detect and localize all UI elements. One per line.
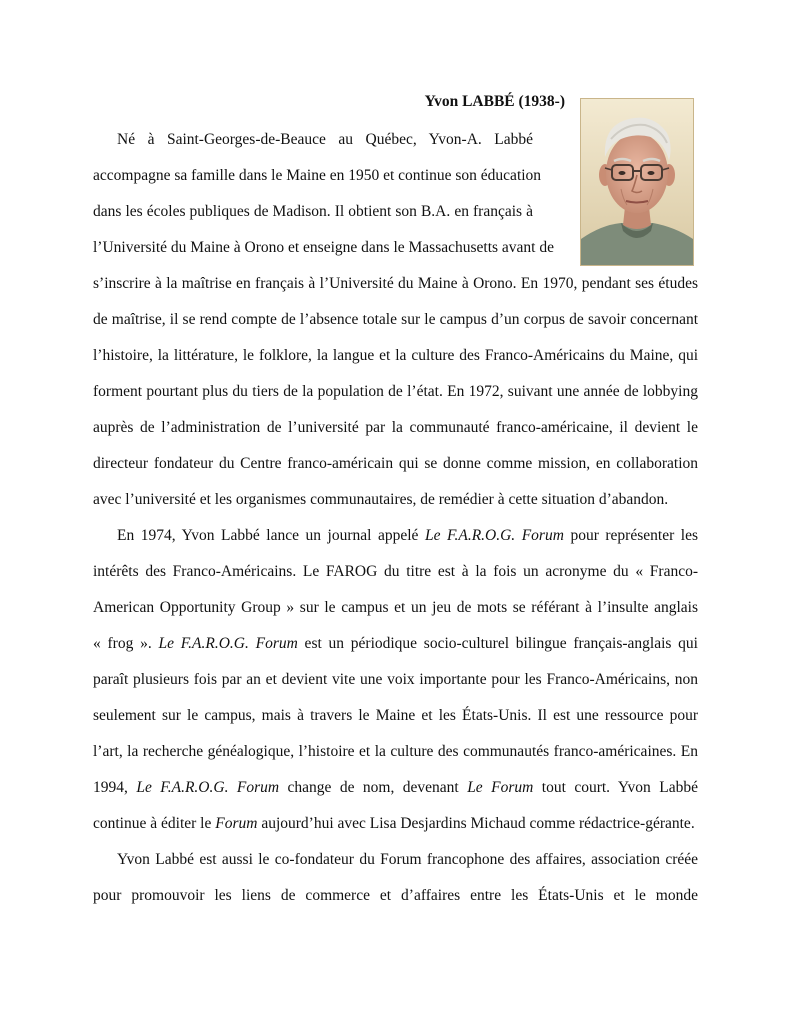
body-text-line <box>117 526 698 546</box>
body-text-line: pour promouvoir les liens de commerce et d’affaires entre les États-Unis et le monde <box>93 887 698 904</box>
body-text-line: auprès de l’administration de l’université par la communauté franco-américaine, il devient le <box>93 419 698 436</box>
italic-title-segment: Le Forum <box>467 779 534 796</box>
body-text-line: intérêts des Franco-Américains. Le FAROG du titre est à la fois un acronyme du « Franco- <box>93 563 698 580</box>
body-text-line: s’inscrire à la maîtrise en français à l’Université du Maine à Orono. En 1970, pendant ses études <box>93 275 698 292</box>
body-text-line <box>93 778 698 798</box>
body-text-line: l’art, la recherche généalogique, l’histoire et la culture des communautés franco-américaines. En <box>93 743 698 760</box>
text-segment: pour représenter les <box>563 527 698 544</box>
text-segment: En 1974, Yvon Labbé lance un journal appelé <box>117 527 425 544</box>
text-segment: change de nom, devenant <box>279 779 468 796</box>
body-text-line: directeur fondateur du Centre franco-américain qui se donne comme mission, en collaboration <box>93 455 698 472</box>
body-text-line: paraît plusieurs fois par an et devient vite une voix importante pour les Franco-Américains, non <box>93 671 698 688</box>
text-segment: est un périodique socio-culturel bilingue français-anglais qui <box>297 635 698 652</box>
text-segment: 1994, <box>93 779 137 796</box>
body-text-line: forment pourtant plus du tiers de la population de l’état. En 1972, suivant une année de lobbying <box>93 383 698 400</box>
italic-title-segment: Le F.A.R.O.G. Forum <box>158 635 298 652</box>
portrait-illustration <box>581 99 693 265</box>
body-text-line: de maîtrise, il se rend compte de l’absence totale sur le campus d’un corpus de savoir concernant <box>93 311 698 328</box>
text-segment: tout court. Yvon Labbé <box>533 779 698 796</box>
body-text-line: Yvon Labbé est aussi le co-fondateur du Forum francophone des affaires, association créée <box>117 851 698 868</box>
italic-title-segment: Le F.A.R.O.G. Forum <box>136 779 280 796</box>
body-text-line: accompagne sa famille dans le Maine en 1950 et continue son éducation <box>93 167 542 184</box>
body-text-line: seulement sur le campus, mais à travers le Maine et les États-Unis. Il est une ressource pour <box>93 707 698 724</box>
italic-title-segment: Le F.A.R.O.G. Forum <box>424 527 564 544</box>
author-portrait-photo <box>580 98 694 266</box>
body-text-line: American Opportunity Group » sur le campus et un jeu de mots se référant à l’insulte anglais <box>93 599 698 616</box>
body-text-line: l’histoire, la littérature, le folklore, la langue et la culture des Franco-Américains du Maine, qui <box>93 347 698 364</box>
body-text-line: avec l’université et les organismes communautaires, de remédier à cette situation d’abandon. <box>93 491 669 508</box>
document-title: Yvon LABBÉ (1938-) <box>424 93 565 110</box>
body-text-line <box>93 634 698 654</box>
body-text-line: l’Université du Maine à Orono et enseigne dans le Massachusetts avant de <box>93 239 554 256</box>
text-segment: « frog ». <box>93 635 159 652</box>
body-text-line <box>93 814 698 834</box>
text-segment: continue à éditer le <box>93 815 216 832</box>
body-text-line: Né à Saint-Georges-de-Beauce au Québec, Yvon-A. Labbé <box>117 131 533 148</box>
text-segment: aujourd’hui avec Lisa Desjardins Michaud comme rédactrice-gérante. <box>257 815 695 832</box>
italic-title-segment: Forum <box>215 815 258 832</box>
body-text-line: dans les écoles publiques de Madison. Il obtient son B.A. en français à <box>93 203 533 220</box>
